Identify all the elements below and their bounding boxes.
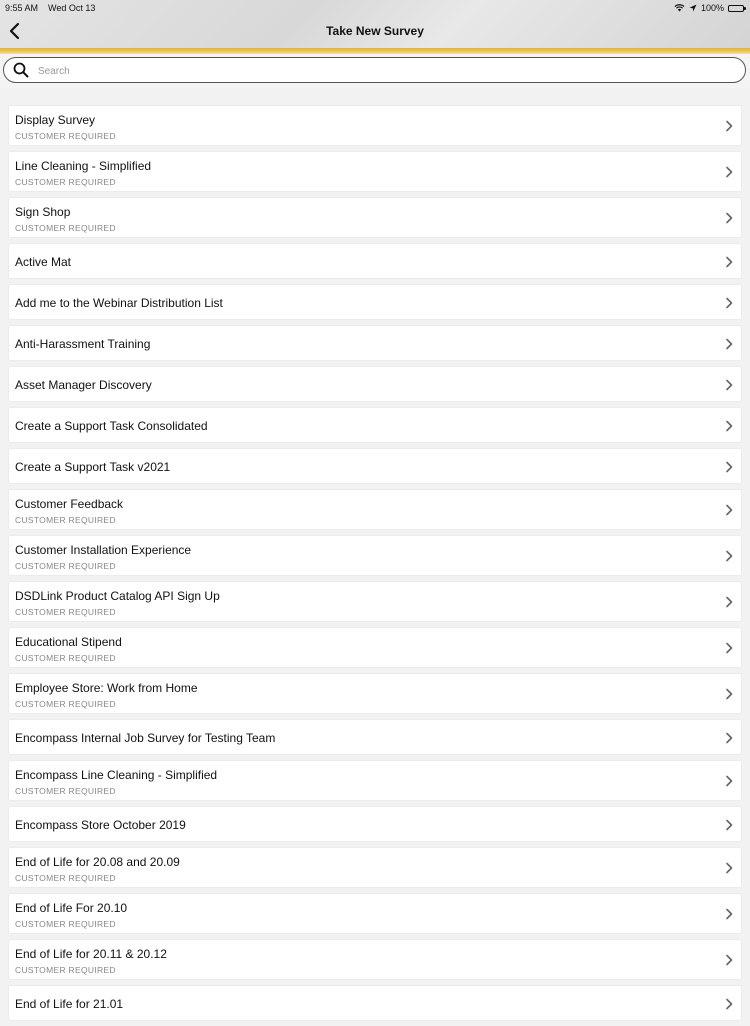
survey-list-item[interactable]: [8, 627, 742, 668]
survey-list-item[interactable]: [8, 407, 742, 443]
survey-title: DSDLink Product Catalog API Sign Up: [15, 589, 220, 603]
survey-list-item[interactable]: [8, 939, 742, 980]
chevron-right-icon: [725, 732, 733, 744]
survey-subtitle: CUSTOMER REQUIRED: [15, 131, 116, 141]
survey-title: Customer Installation Experience: [15, 543, 192, 557]
battery-icon: [728, 5, 744, 12]
survey-title: Add me to the Webinar Distribution List: [15, 296, 223, 310]
status-time: 9:55 AM: [5, 3, 39, 13]
survey-list-item[interactable]: [8, 760, 742, 801]
survey-list-item[interactable]: [8, 243, 742, 279]
location-arrow-icon: [689, 4, 697, 12]
search-input[interactable]: [36, 61, 730, 81]
survey-title: Customer Feedback: [15, 497, 124, 511]
survey-subtitle: CUSTOMER REQUIRED: [15, 177, 116, 187]
survey-title: Create a Support Task v2021: [15, 460, 171, 474]
chevron-right-icon: [725, 688, 733, 700]
survey-list-item[interactable]: [8, 105, 742, 146]
page-title: Take New Survey: [326, 24, 424, 38]
survey-list-item[interactable]: [8, 325, 742, 361]
chevron-right-icon: [725, 862, 733, 874]
survey-subtitle: CUSTOMER REQUIRED: [15, 873, 116, 883]
chevron-right-icon: [725, 120, 733, 132]
chevron-right-icon: [725, 297, 733, 309]
survey-title: Employee Store: Work from Home: [15, 681, 198, 695]
survey-title: Encompass Internal Job Survey for Testing Team: [15, 731, 276, 745]
survey-list-item[interactable]: [8, 985, 742, 1021]
survey-list-item[interactable]: [8, 448, 742, 484]
survey-list-item[interactable]: [8, 806, 742, 842]
survey-title: End of Life for 20.08 and 20.09: [15, 855, 180, 869]
survey-subtitle: CUSTOMER REQUIRED: [15, 653, 116, 663]
chevron-right-icon: [725, 504, 733, 516]
search-bar: [0, 54, 750, 88]
chevron-right-icon: [725, 379, 733, 391]
wifi-icon: [674, 4, 685, 12]
chevron-right-icon: [725, 819, 733, 831]
survey-title: Anti-Harassment Training: [15, 337, 151, 351]
survey-subtitle: CUSTOMER REQUIRED: [15, 786, 116, 796]
chevron-right-icon: [725, 212, 733, 224]
chevron-right-icon: [725, 461, 733, 473]
chevron-right-icon: [725, 642, 733, 654]
chevron-right-icon: [725, 338, 733, 350]
survey-subtitle: CUSTOMER REQUIRED: [15, 223, 116, 233]
status-right: [674, 3, 744, 13]
chevron-right-icon: [725, 550, 733, 562]
chevron-right-icon: [725, 954, 733, 966]
survey-list-item[interactable]: [8, 489, 742, 530]
survey-subtitle: CUSTOMER REQUIRED: [15, 561, 116, 571]
survey-subtitle: CUSTOMER REQUIRED: [15, 919, 116, 929]
status-bar: [0, 0, 750, 16]
survey-subtitle: CUSTOMER REQUIRED: [15, 607, 116, 617]
survey-subtitle: CUSTOMER REQUIRED: [15, 965, 116, 975]
survey-list-item[interactable]: [8, 673, 742, 714]
survey-title: End of Life for 21.01: [15, 997, 124, 1011]
survey-list-item[interactable]: [8, 535, 742, 576]
survey-list-item[interactable]: [8, 151, 742, 192]
search-icon: [13, 62, 29, 78]
chevron-right-icon: [725, 596, 733, 608]
survey-title: Asset Manager Discovery: [15, 378, 152, 392]
chevron-right-icon: [725, 166, 733, 178]
status-date: Wed Oct 13: [48, 3, 96, 13]
battery-percent: 100%: [700, 3, 724, 13]
survey-list: [8, 105, 742, 1026]
survey-list-item[interactable]: [8, 284, 742, 320]
survey-list-item[interactable]: [8, 197, 742, 238]
survey-title: Sign Shop: [15, 205, 71, 219]
survey-title: Active Mat: [15, 255, 72, 269]
chevron-right-icon: [725, 420, 733, 432]
survey-subtitle: CUSTOMER REQUIRED: [15, 699, 116, 709]
navigation-bar: [0, 0, 750, 48]
survey-list-item[interactable]: [8, 847, 742, 888]
survey-title: Display Survey: [15, 113, 96, 127]
survey-list-item[interactable]: [8, 719, 742, 755]
survey-title: Encompass Line Cleaning - Simplified: [15, 768, 218, 782]
survey-subtitle: CUSTOMER REQUIRED: [15, 515, 116, 525]
survey-title: Line Cleaning - Simplified: [15, 159, 152, 173]
survey-list-item[interactable]: [8, 366, 742, 402]
survey-title: Encompass Store October 2019: [15, 818, 186, 832]
survey-title: End of Life for 20.11 & 20.12: [15, 947, 167, 961]
survey-title: End of Life For 20.10: [15, 901, 128, 915]
survey-list-item[interactable]: [8, 893, 742, 934]
survey-title: Create a Support Task Consolidated: [15, 419, 208, 433]
survey-title: Educational Stipend: [15, 635, 122, 649]
chevron-right-icon: [725, 908, 733, 920]
chevron-right-icon: [725, 256, 733, 268]
chevron-right-icon: [725, 775, 733, 787]
survey-list-item[interactable]: [8, 581, 742, 622]
search-box[interactable]: [3, 57, 746, 83]
